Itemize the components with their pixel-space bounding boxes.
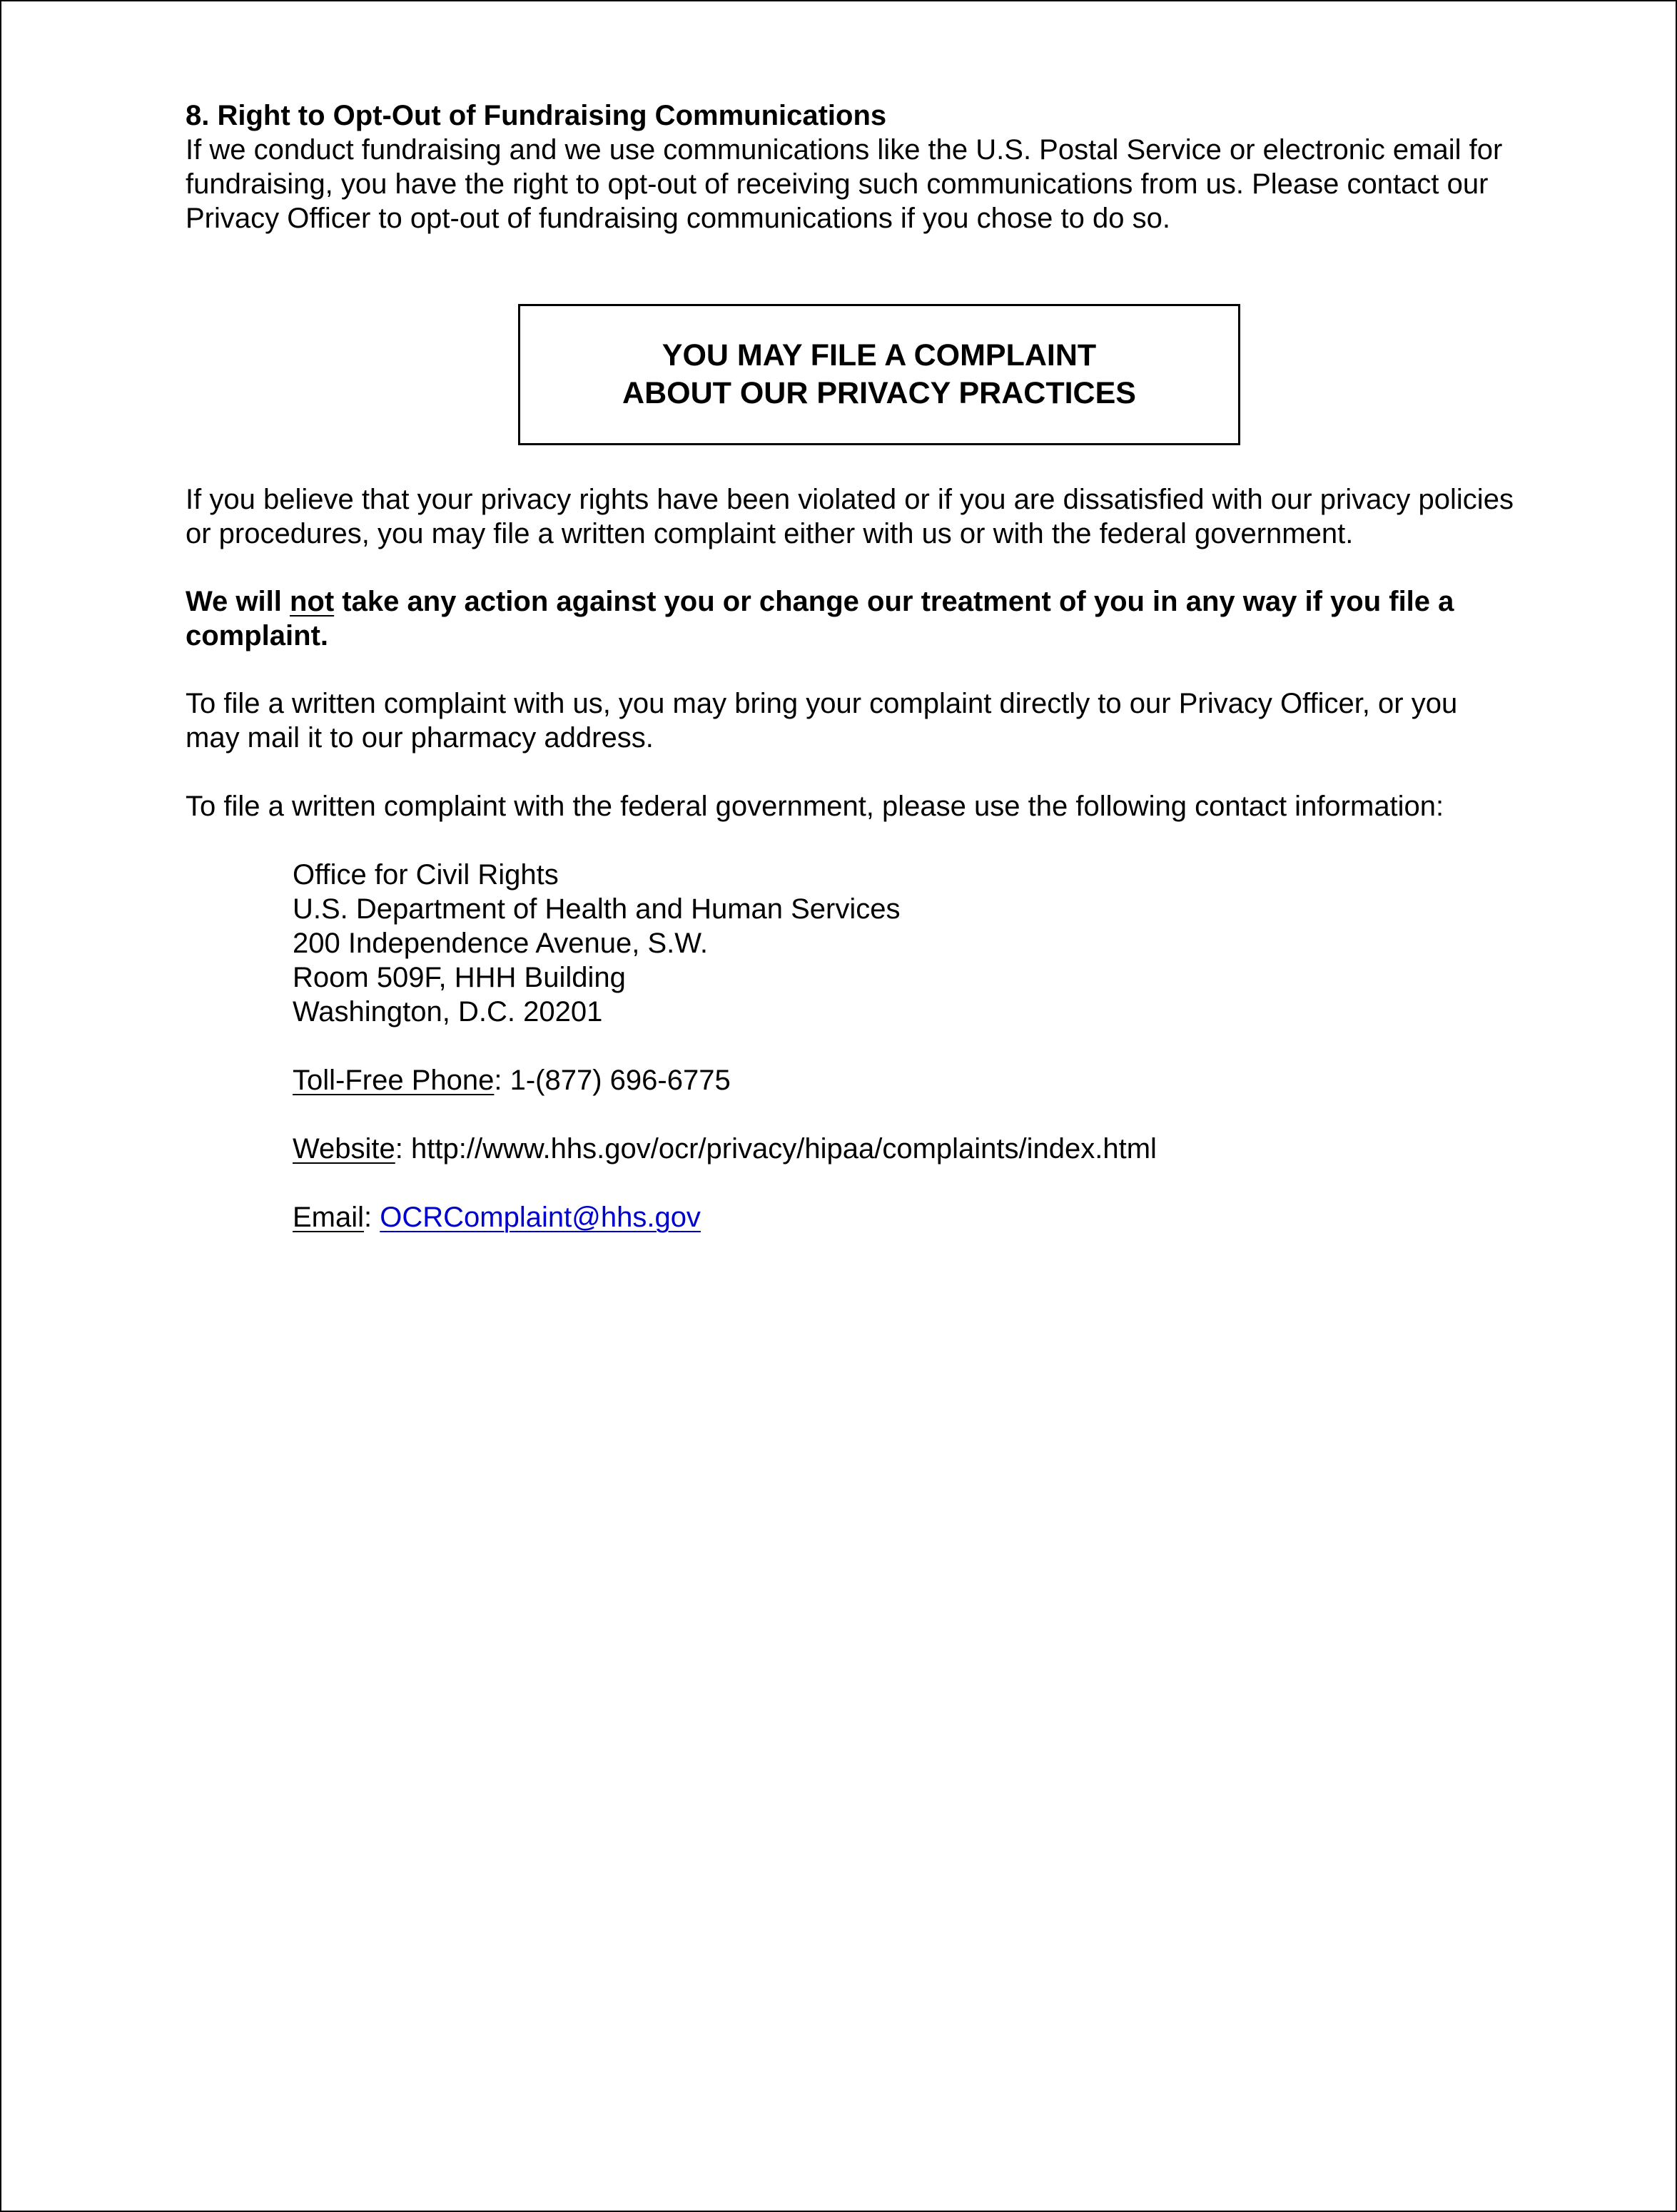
paragraph-line: complaint. [186,620,329,651]
website-value: : http://www.hhs.gov/ocr/privacy/hipaa/complaints/index.html [395,1133,1157,1165]
email-label: Email [293,1202,365,1233]
paragraph-line [186,584,1584,619]
paragraph-line: To file a written complaint with us, you may bring your complaint directly to our Privacy Officer, or you [186,688,1458,719]
address-line: Washington, D.C. 20201 [293,996,603,1028]
no-retaliation-paragraph [186,584,1584,653]
ocr-address-block [293,858,1577,1029]
address-line: U.S. Department of Health and Human Services [293,893,901,925]
complaint-notice-line: YOU MAY FILE A COMPLAINT [662,338,1097,372]
no-action-emphasis: not [289,586,335,617]
section-body-line: fundraising, you have the right to opt-out of receiving such communications from us. Please contact our [186,168,1489,200]
file-with-us-paragraph [186,686,1584,755]
section-body-line: If we conduct fundraising and we use communications like the U.S. Postal Service or electronic email for [186,134,1503,166]
website-line [293,1132,1577,1166]
email-separator: : [364,1202,380,1233]
email-link[interactable]: OCRComplaint@hhs.gov [380,1202,701,1233]
address-line: 200 Independence Avenue, S.W. [293,928,708,959]
complaint-notice-line: ABOUT OUR PRIVACY PRACTICES [622,376,1136,410]
section-opt-out-fundraising [186,98,1584,235]
address-line: Room 509F, HHH Building [293,962,626,993]
no-action-post: take any action against you or change our treatment of you in any way if you file a [334,586,1454,617]
paragraph-line: or procedures, you may file a written complaint either with us or with the federal government. [186,518,1354,549]
email-line [293,1200,1577,1234]
phone-value: : 1-(877) 696-6775 [494,1065,731,1096]
section-body-line: Privacy Officer to opt-out of fundraising communications if you chose to do so. [186,203,1170,234]
toll-free-phone [293,1063,1577,1097]
paragraph-line: To file a written complaint with the federal government, please use the following contact information: [186,791,1444,822]
section-heading: 8. Right to Opt-Out of Fundraising Communications [186,100,887,131]
address-line: Office for Civil Rights [293,859,559,891]
paragraph-line: If you believe that your privacy rights have been violated or if you are dissatisfied with our privacy policies [186,484,1514,515]
privacy-violation-paragraph [186,482,1584,551]
website-label: Website [293,1133,395,1165]
no-action-pre: We will [186,586,290,617]
file-federal-paragraph [186,789,1584,823]
complaint-notice-box [518,304,1240,445]
phone-label: Toll-Free Phone [293,1065,495,1096]
paragraph-line: may mail it to our pharmacy address. [186,722,654,754]
